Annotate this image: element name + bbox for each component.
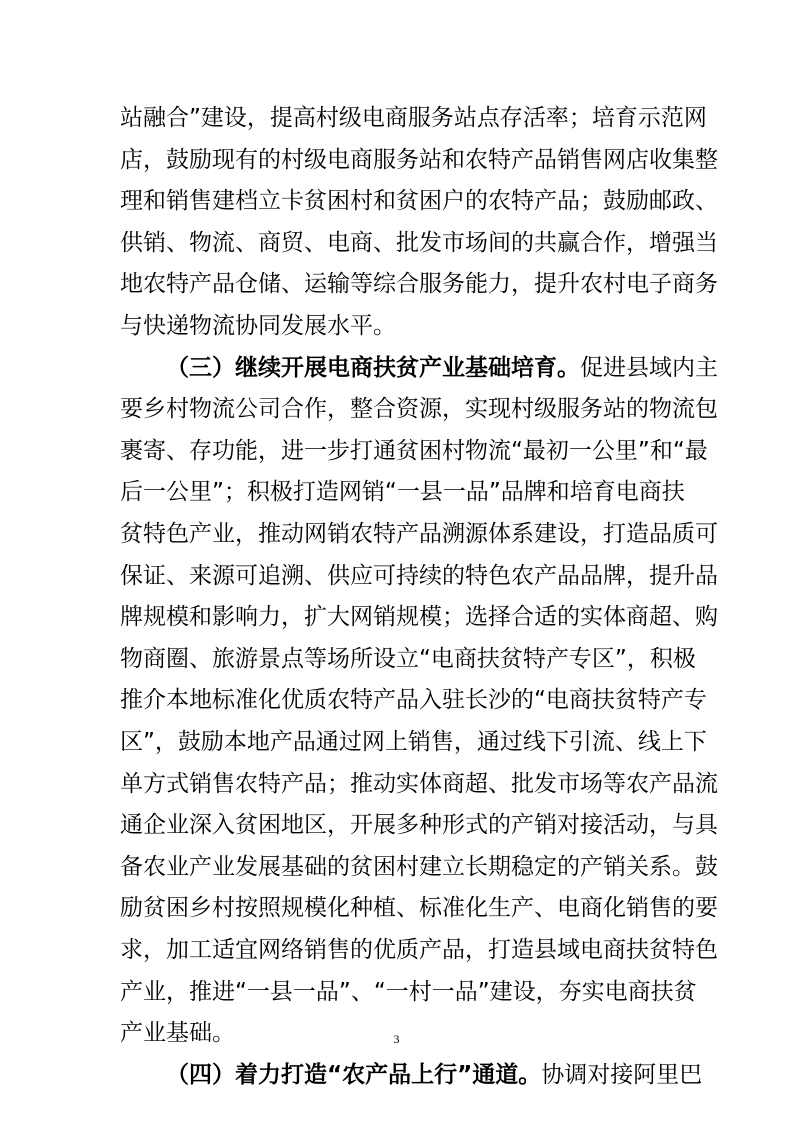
paragraph-2-line-8: 推介本地标准化优质农特产品入驻长沙的“电商扶贫特产专 — [120, 687, 707, 713]
paragraph-2-first-line — [166, 353, 718, 383]
paragraph-1-line-2: 店，鼓励现有的村级电商服务站和农特产品销售网店收集整 — [120, 147, 718, 173]
paragraph-1-line-3: 理和销售建档立卡贫困村和贫困户的农特产品；鼓励邮政、 — [120, 188, 718, 214]
paragraph-3-first-line-rest: 协调对接阿里巴 — [541, 1062, 703, 1088]
paragraph-2-first-line-rest: 促进县域内主 — [580, 355, 718, 381]
paragraph-2-line-13: 励贫困乡村按照规模化种植、标准化生产、电商化销售的要 — [120, 895, 718, 921]
paragraph-1-line-1: 站融合”建设，提高村级电商服务站点存活率；培育示范网 — [120, 105, 707, 131]
paragraph-2-line-4: 贫特色产业，推动网销农特产品溯源体系建设，打造品质可 — [120, 521, 718, 547]
page-number: 3 — [393, 1032, 400, 1046]
paragraph-2-line-7: 物商圈、旅游景点等场所设立“电商扶贫特产专区”，积极 — [120, 646, 696, 672]
paragraph-2-line-9: 区”，鼓励本地产品通过网上销售，通过线下引流、线上下 — [120, 729, 707, 755]
paragraph-2-line-1: 要乡村物流公司合作，整合资源，实现村级服务站的物流包 — [120, 396, 718, 422]
paragraph-1-line-6: 与快递物流协同发展水平。 — [120, 313, 396, 339]
paragraph-3-first-line — [166, 1060, 703, 1090]
section-heading-4: （四）着力打造“农产品上行”通道。 — [166, 1062, 542, 1088]
paragraph-2-line-2: 裹寄、存功能，进一步打通贫困村物流“最初一公里”和“最 — [120, 438, 708, 464]
paragraph-2-line-12: 备农业产业发展基础的贫困村建立长期稳定的产销关系。鼓 — [120, 854, 718, 880]
paragraph-2-line-3: 后一公里”；积极打造网销“一县一品”品牌和培育电商扶 — [120, 479, 685, 505]
paragraph-2-line-5: 保证、来源可追溯、供应可持续的特色农产品品牌，提升品 — [120, 563, 718, 589]
paragraph-2-line-15: 产业，推进“一县一品”、“一村一品”建设，夯实电商扶贫 — [120, 979, 697, 1005]
paragraph-2-line-14: 求，加工适宜网络销售的优质产品，打造县域电商扶贫特色 — [120, 937, 718, 963]
paragraph-2-line-10: 单方式销售农特产品；推动实体商超、批发市场等农产品流 — [120, 771, 718, 797]
paragraph-1-line-5: 地农特产品仓储、运输等综合服务能力，提升农村电子商务 — [120, 271, 718, 297]
paragraph-1-line-4: 供销、物流、商贸、电商、批发市场间的共赢合作，增强当 — [120, 230, 718, 256]
section-heading-3: （三）继续开展电商扶贫产业基础培育。 — [166, 355, 580, 381]
paragraph-2-line-11: 通企业深入贫困地区，开展多种形式的产销对接活动，与具 — [120, 812, 718, 838]
paragraph-2-line-16: 产业基础。 — [120, 1020, 235, 1046]
paragraph-2-line-6: 牌规模和影响力，扩大网销规模；选择合适的实体商超、购 — [120, 604, 718, 630]
